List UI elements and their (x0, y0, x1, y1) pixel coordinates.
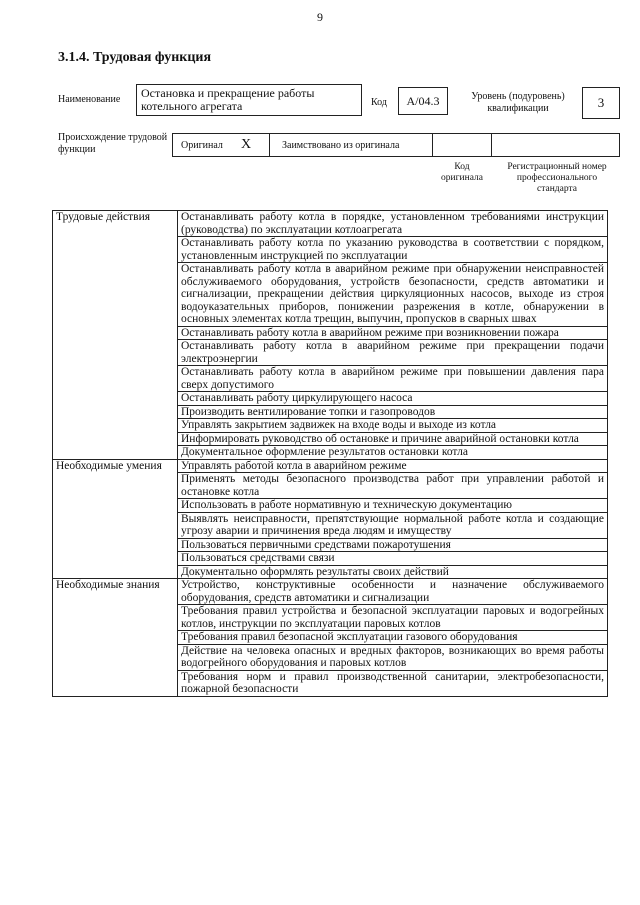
section-title-cell: Необходимые умения (53, 459, 178, 579)
section-title-cell: Трудовые действия (53, 211, 178, 460)
requirement-item: Требования норм и правил производственной санитарии, электробезопасности, пожарной безопасности (178, 670, 608, 696)
requirement-item: Документальное оформление результатов остановки котла (178, 446, 608, 460)
origin-label: Происхождение трудовой функции (58, 132, 168, 155)
page-number: 9 (317, 10, 323, 24)
reg-number-label: Регистрационный номер профессионального стандарта (507, 162, 607, 194)
requirement-item: Устройство, конструктивные особенности и назначение обслуживаемого оборудования, средств автоматики и сигнализации (178, 579, 608, 605)
requirement-item: Пользоваться средствами связи (178, 552, 608, 566)
function-table (52, 210, 608, 697)
requirement-item: Информировать руководство об остановке и причине аварийной остановки котла (178, 432, 608, 446)
level-value: 3 (597, 95, 605, 110)
requirement-item: Управлять закрытием задвижек на входе воды и выходе из котла (178, 419, 608, 433)
section-title-cell: Необходимые знания (53, 579, 178, 697)
name-label: Наименование (58, 94, 121, 105)
code-value: А/04.3 (406, 94, 440, 108)
requirement-item: Требования правил устройства и безопасной эксплуатации паровых и водогрейных котлов, инструкции по эксплуатации паровых котлов (178, 605, 608, 631)
requirement-item: Останавливать работу котла в аварийном режиме при обнаружении неисправностей обслуживаемого оборудования, устройств безопасности, средств автоматики и сигнализации, прекращении действия циркуляционных насосов, выходе из строя водоуказательных приборов, понижении разрежения в котле, обнаружении в основных элементах котла трещин, выпучин, пропусков в сварных швах (178, 263, 608, 327)
code-label: Код (371, 97, 387, 108)
requirement-item: Действие на человека опасных и вредных факторов, возникающих во время работы водогрейного оборудования и паровых котлов (178, 644, 608, 670)
requirement-item: Требования правил безопасной эксплуатации газового оборудования (178, 631, 608, 645)
requirement-item: Применять методы безопасного производства работ при управлении работой и остановке котла (178, 473, 608, 499)
original-label: Оригинал (181, 140, 223, 151)
table-row (53, 211, 608, 237)
requirement-item: Останавливать работу котла в аварийном режиме при возникновении пожара (178, 326, 608, 340)
requirement-item: Останавливать работу котла в аварийном режиме при повышении давления пара сверх допустимого (178, 366, 608, 392)
function-name-box (136, 84, 362, 116)
level-box (582, 87, 620, 119)
section-title: 3.1.4. Трудовая функция (58, 50, 212, 65)
requirement-item: Останавливать работу котла в порядке, установленном требованиями инструкции (руководства) по эксплуатации котлоагрегата (178, 211, 608, 237)
code-box (398, 87, 448, 115)
code-original-cell (432, 133, 492, 157)
borrowed-cell (269, 133, 433, 157)
code-original-label: Код оригинала (441, 162, 483, 183)
requirement-item: Выявлять неисправности, препятствующие нормальной работе котла и создающие угрозу аварии и причинения вреда людям и имуществу (178, 512, 608, 538)
requirement-item: Останавливать работу котла в аварийном режиме при прекращении подачи электроэнергии (178, 340, 608, 366)
requirement-item: Останавливать работу циркулирующего насоса (178, 392, 608, 406)
requirement-item: Управлять работой котла в аварийном режиме (178, 459, 608, 473)
function-name-value: Остановка и прекращение работы котельного агрегата (141, 86, 315, 113)
table-row (53, 579, 608, 605)
table-row (53, 459, 608, 473)
borrowed-label: Заимствовано из оригинала (282, 140, 400, 151)
requirement-item: Документально оформлять результаты своих действий (178, 565, 608, 579)
original-cell (172, 133, 270, 157)
requirement-item: Пользоваться первичными средствами пожаротушения (178, 538, 608, 552)
reg-number-cell (491, 133, 620, 157)
requirement-item: Останавливать работу котла по указанию руководства в соответствии с порядком, установленным инструкцией по эксплуатации (178, 237, 608, 263)
requirement-item: Использовать в работе нормативную и техническую документацию (178, 499, 608, 513)
original-mark: X (241, 137, 252, 152)
requirement-item: Производить вентилирование топки и газопроводов (178, 405, 608, 419)
level-label: Уровень (подуровень) квалификации (471, 91, 565, 114)
